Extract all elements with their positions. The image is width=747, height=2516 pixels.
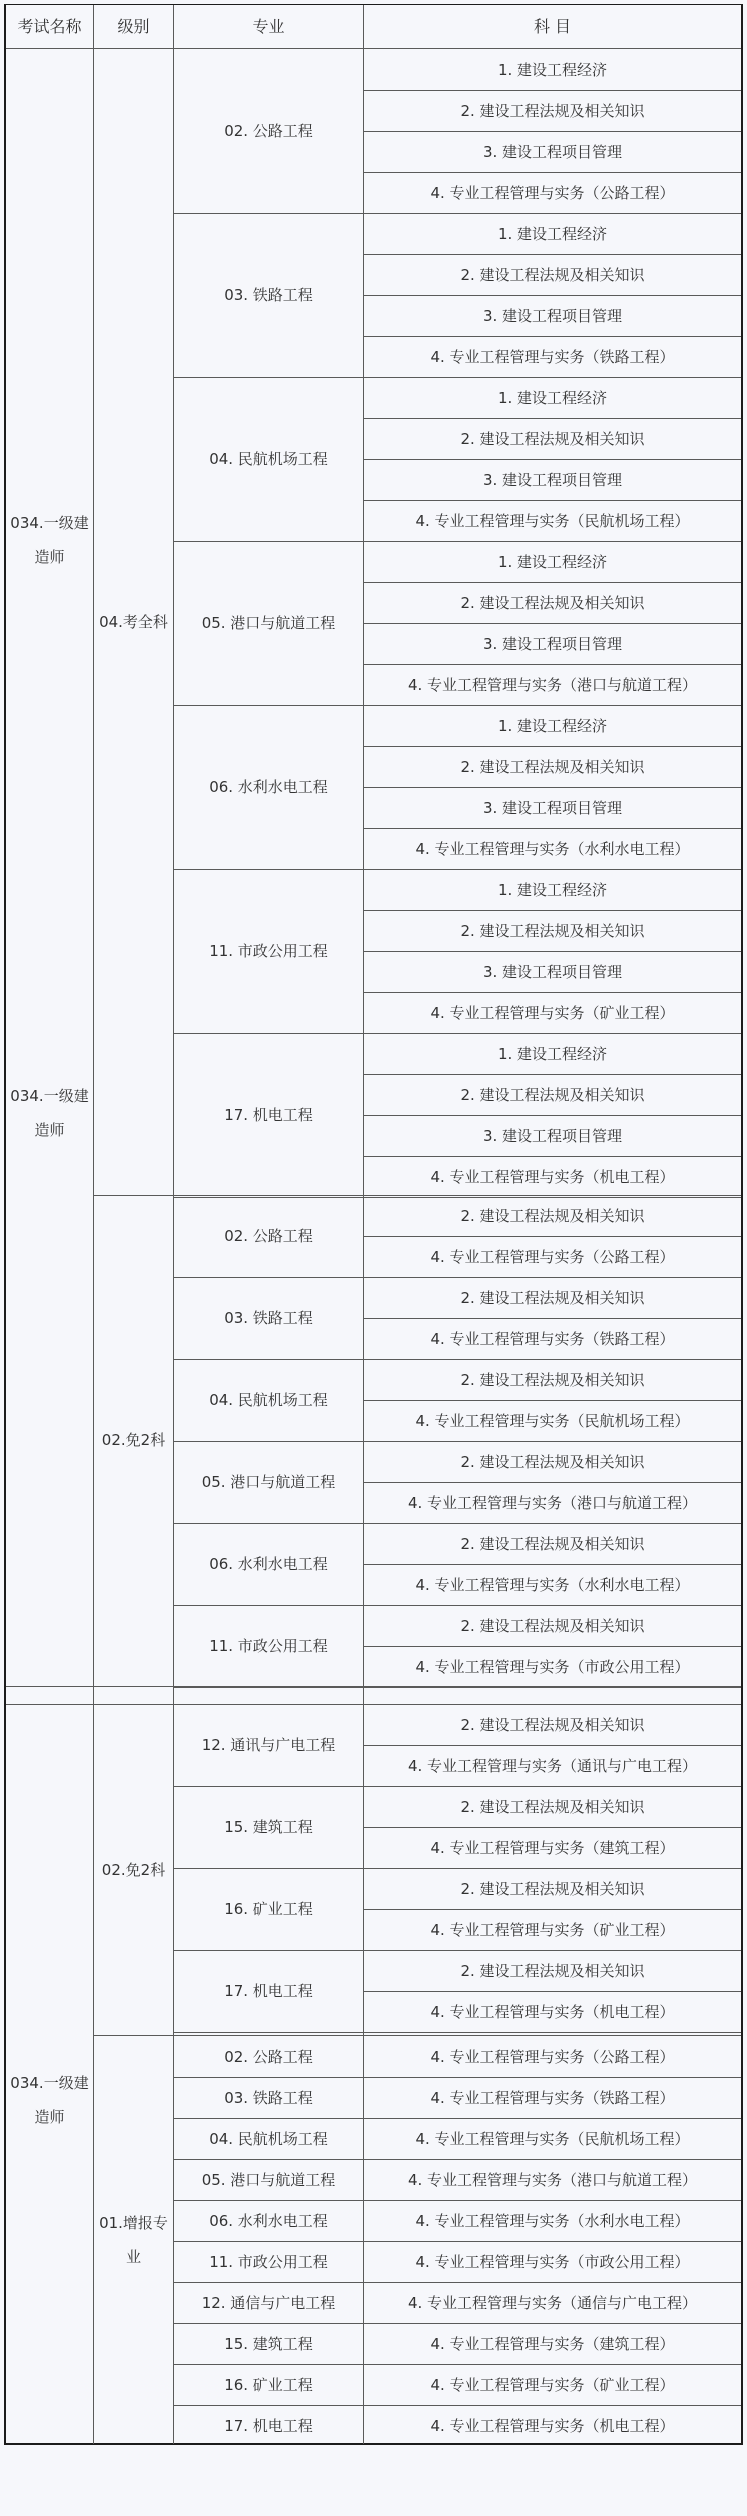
major-cell: 17. 机电工程 [224,2416,313,2435]
major-cell: 04. 民航机场工程 [209,2129,328,2148]
subject-cell: 2. 建设工程法规及相关知识 [460,593,645,612]
subject-cell: 4. 专业工程管理与实务（民航机场工程） [415,2129,690,2148]
subject-cell: 4. 专业工程管理与实务（民航机场工程） [415,511,690,530]
subject-cell: 2. 建设工程法规及相关知识 [460,1370,645,1389]
row-divider [6,1686,741,1687]
major-cell: 15. 建筑工程 [224,1818,313,1836]
major-cell: 16. 矿业工程 [224,2375,313,2394]
column-divider [363,5,364,2444]
subject-cell: 4. 专业工程管理与实务（民航机场工程） [415,1411,690,1430]
row-divider [364,828,741,829]
subject-cell: 4. 专业工程管理与实务（市政公用工程） [415,2252,690,2271]
major-cell: 06. 水利水电工程 [209,1555,328,1573]
subject-cell: 4. 专业工程管理与实务（公路工程） [430,2047,675,2066]
subject-cell: 2. 建设工程法规及相关知识 [460,921,645,940]
subject-cell: 4. 专业工程管理与实务（公路工程） [430,183,675,202]
major-cell: 06. 水利水电工程 [209,778,328,796]
subject-cell: 2. 建设工程法规及相关知识 [460,1797,645,1816]
row-divider [364,295,741,296]
subject-cell: 3. 建设工程项目管理 [482,142,623,161]
gap-row [6,1686,741,1704]
subject-cell: 4. 专业工程管理与实务（机电工程） [430,2002,675,2021]
header-level: 级别 [117,17,150,36]
subject-cell: 2. 建设工程法规及相关知识 [460,1452,645,1471]
major-cell: 06. 水利水电工程 [209,2211,328,2230]
row-divider [364,459,741,460]
subject-cell: 4. 专业工程管理与实务（铁路工程） [430,1329,675,1348]
subject-cell: 4. 专业工程管理与实务（港口与航道工程） [407,1493,698,1512]
subject-cell: 2. 建设工程法规及相关知识 [460,1288,645,1307]
level-cell-addon: 01.增报专业 [99,2214,168,2266]
subject-cell: 4. 专业工程管理与实务（机电工程） [430,1167,675,1186]
row-divider [364,787,741,788]
subject-cell: 1. 建设工程经济 [497,716,608,735]
major-cell: 05. 港口与航道工程 [201,614,336,632]
row-divider [364,992,741,993]
level-cell-exempt2: 02.免2科 [101,1860,166,1879]
row-divider [364,254,741,255]
subject-cell: 4. 专业工程管理与实务（公路工程） [430,1247,675,1266]
row-divider [364,131,741,132]
subject-cell: 2. 建设工程法规及相关知识 [460,429,645,448]
subject-cell: 1. 建设工程经济 [497,60,608,79]
subject-cell: 1. 建设工程经济 [497,1044,608,1063]
major-cell: 02. 公路工程 [224,2047,313,2066]
major-cell: 16. 矿业工程 [224,1900,313,1918]
subject-cell: 2. 建设工程法规及相关知识 [460,757,645,776]
row-divider [6,48,741,49]
subject-cell: 4. 专业工程管理与实务（港口与航道工程） [407,2170,698,2189]
major-cell: 03. 铁路工程 [224,2088,313,2107]
major-cell: 17. 机电工程 [224,1982,313,2000]
subject-cell: 4. 专业工程管理与实务（机电工程） [430,2416,675,2435]
column-divider [173,5,174,2444]
subject-cell: 4. 专业工程管理与实务（通信与广电工程） [407,2293,698,2312]
row-divider [364,418,741,419]
subject-cell: 4. 专业工程管理与实务（水利水电工程） [415,839,690,858]
row-divider [364,172,741,173]
row-divider [364,582,741,583]
subject-cell: 3. 建设工程项目管理 [482,798,623,817]
subject-cell: 3. 建设工程项目管理 [482,962,623,981]
subject-cell: 4. 专业工程管理与实务（水利水电工程） [415,2211,690,2230]
subject-cell: 3. 建设工程项目管理 [482,634,623,653]
row-divider [94,1195,741,1196]
row-divider [364,623,741,624]
subject-cell: 2. 建设工程法规及相关知识 [460,1534,645,1553]
row-divider [364,951,741,952]
subject-cell: 4. 专业工程管理与实务（通讯与广电工程） [407,1756,698,1775]
subject-cell: 2. 建设工程法规及相关知识 [460,1206,645,1225]
subject-cell: 2. 建设工程法规及相关知识 [460,1715,645,1734]
row-divider [6,1704,741,1705]
subject-cell: 2. 建设工程法规及相关知识 [460,1879,645,1898]
level-cell-exempt2: 02.免2科 [101,1431,166,1449]
major-cell: 02. 公路工程 [224,1227,313,1245]
subject-cell: 4. 专业工程管理与实务（港口与航道工程） [407,675,698,694]
subject-cell: 2. 建设工程法规及相关知识 [460,101,645,120]
subject-cell: 1. 建设工程经济 [497,880,608,899]
subject-cell: 2. 建设工程法规及相关知识 [460,1085,645,1104]
major-cell: 05. 港口与航道工程 [201,2170,336,2189]
exam-name-cell: 034.一级建造师 [10,2074,89,2126]
major-cell: 02. 公路工程 [224,122,313,140]
subject-cell: 4. 专业工程管理与实务（矿业工程） [430,2375,675,2394]
column-divider [93,5,94,2444]
row-divider [94,2035,741,2036]
level-cell-full: 04.考全科 [99,613,168,631]
major-cell: 03. 铁路工程 [224,286,313,304]
subject-cell: 4. 专业工程管理与实务（矿业工程） [430,1003,675,1022]
header-exam-name: 考试名称 [17,17,82,36]
header-major: 专业 [252,17,285,36]
major-cell: 11. 市政公用工程 [209,1637,328,1655]
major-cell: 04. 民航机场工程 [209,1391,328,1409]
subject-cell: 2. 建设工程法规及相关知识 [460,265,645,284]
subject-cell: 1. 建设工程经济 [497,388,608,407]
subject-cell: 1. 建设工程经济 [497,224,608,243]
major-cell: 17. 机电工程 [224,1106,313,1124]
row-divider [364,1074,741,1075]
major-cell: 15. 建筑工程 [224,2334,313,2353]
major-cell: 11. 市政公用工程 [209,942,328,960]
subject-cell: 3. 建设工程项目管理 [482,1126,623,1145]
row-divider [364,664,741,665]
subject-cell: 2. 建设工程法规及相关知识 [460,1616,645,1635]
exam-name-cell: 034.一级建造师 [10,1087,89,1139]
subject-cell: 1. 建设工程经济 [497,552,608,571]
subject-cell: 3. 建设工程项目管理 [482,306,623,325]
row-divider [364,336,741,337]
subject-cell: 4. 专业工程管理与实务（建筑工程） [430,1838,675,1857]
subject-cell: 3. 建设工程项目管理 [482,470,623,489]
row-divider [364,1115,741,1116]
subject-cell: 4. 专业工程管理与实务（水利水电工程） [415,1575,690,1594]
subject-cell: 2. 建设工程法规及相关知识 [460,1961,645,1980]
row-divider [364,910,741,911]
major-cell: 12. 通信与广电工程 [201,2293,336,2312]
major-cell: 04. 民航机场工程 [209,450,328,468]
row-divider [174,1687,741,1688]
row-divider [364,746,741,747]
row-divider [364,1156,741,1157]
major-cell: 12. 通讯与广电工程 [201,1736,336,1754]
subject-cell: 4. 专业工程管理与实务（铁路工程） [430,2088,675,2107]
row-divider [364,500,741,501]
subject-cell: 4. 专业工程管理与实务（市政公用工程） [415,1657,690,1676]
row-divider [364,90,741,91]
subject-cell: 4. 专业工程管理与实务（铁路工程） [430,347,675,366]
major-cell: 03. 铁路工程 [224,1309,313,1327]
major-cell: 05. 港口与航道工程 [201,1473,336,1491]
header-subject: 科 目 [533,17,572,36]
table-border-right [741,4,743,2445]
subject-cell: 4. 专业工程管理与实务（建筑工程） [430,2334,675,2353]
row-divider [174,2032,741,2033]
exam-name-cell: 034.一级建造师 [10,514,89,566]
major-cell: 11. 市政公用工程 [209,2252,328,2271]
subject-cell: 4. 专业工程管理与实务（矿业工程） [430,1920,675,1939]
